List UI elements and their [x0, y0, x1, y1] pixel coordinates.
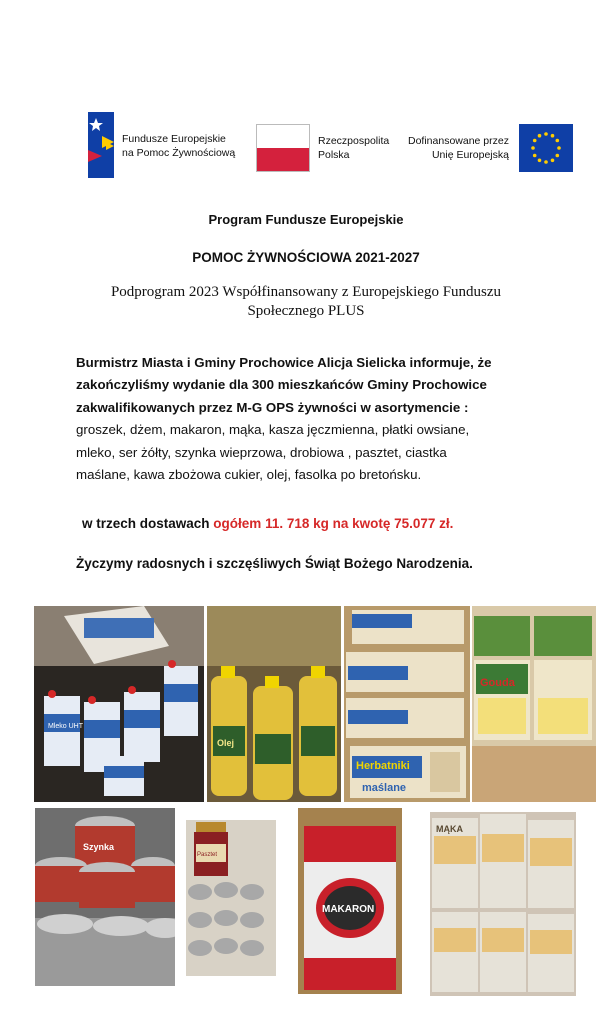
- cheese-label: Gouda: [480, 677, 515, 689]
- fe-line-2: na Pomoc Żywnościową: [122, 147, 236, 159]
- photo-biscuits: [344, 606, 470, 802]
- eu-line-2: Unię Europejską: [431, 149, 509, 161]
- biscuits-label-1: Herbatniki: [356, 760, 410, 772]
- photo-pate-jars: [186, 820, 276, 976]
- eu-line-1: Dofinansowane przez: [408, 135, 509, 147]
- info-line: groszek, dżem, makaron, mąka, kasza jęczmienna, płatki owsiane,: [76, 422, 470, 438]
- milk-label: Mleko UHT: [48, 723, 84, 730]
- info-line: maślane, kawa zbożowa cukier, olej, fasolka po bretońsku.: [76, 467, 422, 483]
- biscuits-label-2: maślane: [362, 782, 407, 794]
- photo-flour: [430, 812, 576, 996]
- info-line: zakończyliśmy wydanie dla 300 mieszkańców Gminy Prochowice: [76, 377, 487, 393]
- delivery-prefix: w trzech dostawach: [82, 516, 214, 531]
- delivery-total-label: ogółem: [213, 516, 266, 531]
- program-title: Program Fundusze Europejskie: [208, 212, 404, 227]
- fe-flag-icon: [88, 112, 114, 178]
- pasta-label: MAKARON: [322, 904, 375, 915]
- delivery-summary: [82, 516, 582, 531]
- info-line: mleko, ser żółty, szynka wieprzowa, drobiowa , pasztet, ciastka: [76, 444, 447, 460]
- ham-label: Szynka: [83, 842, 115, 852]
- eu-logo: [408, 124, 573, 172]
- info-paragraph: [76, 352, 576, 486]
- photo-ham-cans: [35, 808, 175, 986]
- photo-pasta: [298, 808, 402, 994]
- fe-line-1: Fundusze Europejskie: [122, 133, 226, 145]
- oil-label: Olej: [217, 738, 235, 748]
- pl-line-2: Polska: [318, 149, 350, 161]
- info-line: zakwalifikowanych przez M-G OPS żywności w asortymencie :: [76, 399, 469, 415]
- eu-flag-icon: [519, 124, 573, 172]
- photo-oil: [207, 606, 341, 802]
- pate-label: Pasztet: [197, 852, 218, 858]
- photo-milk: [34, 606, 204, 802]
- photo-cheese: [472, 606, 596, 802]
- subprogram-line-2: Społecznego PLUS: [247, 303, 365, 319]
- info-line: Burmistrz Miasta i Gminy Prochowice Alicja Sielicka informuje, że: [76, 355, 492, 370]
- christmas-wishes: Życzymy radosnych i szczęśliwych Świąt Bożego Narodzenia.: [76, 556, 473, 571]
- poland-flag-icon: [256, 124, 310, 172]
- pl-line-1: Rzeczpospolita: [318, 135, 390, 147]
- subprogram-title: [60, 283, 552, 321]
- fe-logo: [88, 112, 235, 178]
- flour-label: MĄKA: [436, 824, 463, 834]
- subprogram-line-1: Podprogram 2023 Współfinansowany z Europejskiego Funduszu: [110, 284, 502, 300]
- delivery-amount: 11. 718 kg na kwotę 75.077 zł.: [265, 516, 454, 531]
- logo-bar: [88, 112, 576, 182]
- pl-logo: [256, 124, 389, 172]
- main-title: POMOC ŻYWNOŚCIOWA 2021-2027: [192, 250, 420, 265]
